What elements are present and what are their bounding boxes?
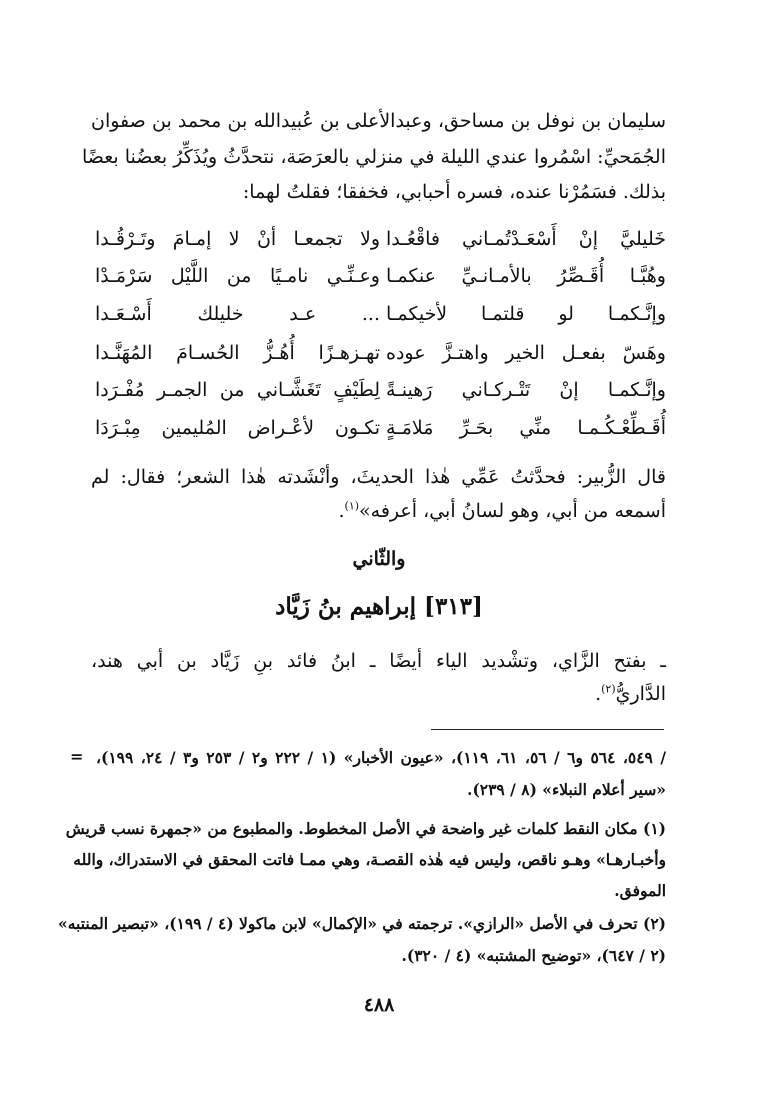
entry-line-1: ـ بفتح الزَّاي، وتشْديد الياء أيضًا ـ ابنُ فائد بنِ زَيَّاد بن أبي هند، [91,650,666,672]
after-poem-line-2-text: أسمعه من أبي، وهو لسانُ أبي، أعرفه» [359,500,666,522]
poem-verse-3-ajz: ... عـد خليلك أَسْـعَـدا [95,303,380,325]
footnote-1-line-2: وأخبـارهـا» وهـو ناقص، وليس فيه هٰذه القصـة، وهي ممـا فاتت المحقق في الاستدراك، والله [73,850,666,869]
poem-verse-6-ajz: تكـون لأعْـراض المُليمين مِبْـرَدَا [95,417,380,439]
after-poem-line-2-end: . [338,500,345,522]
entry-title: [٣١٣] إبراهيم بنُ زَيَّاد [275,593,483,620]
footnote-1-line-3: الموفق. [614,881,666,900]
body-line-2: الجُمَحيِّ: اسْمُروا عندي الليلة في منزلي بالعرَصَة، نتحدَّثُ ويُذَكِّرُ بعضُنا بعضًا [81,146,666,168]
poem-verse-3-sadr: وإنَّـكمـا لو قلتمـا لأخيكمـا [386,303,666,325]
entry-line-2 [91,679,666,709]
poem-verse-2-ajz: وعـنِّـي نامـيًا من اللَّيْل سَرْمَـدْا [95,265,380,287]
poem-verse-4-sadr: وهَسّ بفعـل الخير واهتـزَّ عوده [386,342,666,364]
footnote-continuation-marker: = [70,747,84,766]
page-number: ٤٨٨ [363,994,395,1016]
entry-line-2-end: . [595,683,602,705]
body-line-1: سليمان بن نوفل بن مساحق، وعبدالأعلى بن عُبيدالله بن محمد بن صفوان [91,110,666,132]
poem-verse-4-ajz: تهـزهـزًا أُهُـزُّ الحُسـامَ المُهَنَّـدا [95,342,380,364]
footnote-2-line-2: (٢ / ٦٤٧)، «توضيح المشتبه» (٤ / ٣٢٠). [401,946,666,965]
footnote-cont-line-1: / ٥٤٩، ٥٦٤ و٦ / ٥٦، ٦١، ١١٩)، «عيون الأخبار» (١ / ٢٢٢ و٢ / ٢٥٣ و٣ / ٢٤، ١٩٩)، [96,748,666,767]
entry-line-2-text: الدَّاريُّ [615,683,666,705]
footnote-ref-1: (١) [344,499,360,513]
poem-verse-6-sadr: أُقَـطِّعْـكُـمـا منِّي بحَـرِّ مَلامَـةٍ [386,417,666,439]
poem-verse-5-sadr: وإنَّـكمـا إنْ تَتْـركـاني رَهينـةً [386,379,666,401]
poem-verse-5-ajz: لِطَيْفٍ تَغَشَّـاني من الجمـر مُفْـرَدا [95,379,380,401]
footnote-2-line-1: (٢) تحرف في الأصل «الرازي». ترجمته في «الإكمال» لابن ماكولا (٤ / ١٩٩)، «تبصير المنتبه» [58,914,666,933]
poem-verse-1-sadr: خَليليَّ إنْ أَسْعَـدْتُمـاني فاقْعُـدا [386,228,666,250]
body-line-3: بذلك. فسَمُرْنا عنده، فسره أحبابي، فخفقا؛ فقلتُ لهما: [242,181,666,203]
poem-verse-2-sadr: وهُبَّـا أُقَـصِّرُ بالأمـانـيِّ عنكمـا [386,265,666,287]
poem-verse-1-ajz: ولا تجمعـا أنْ لا إمـامَ وتَـرْقُـدا [95,228,380,250]
after-poem-line-2 [91,496,666,526]
footnote-separator [431,729,664,730]
footnote-1-line-1: (١) مكان النقط كلمات غير واضحة في الأصل المخطوط. والمطبوع من «جمهرة نسب قريش [65,819,666,838]
after-poem-line-1: قال الزُّبير: فحدَّثتُ عَمِّي هٰذا الحديثَ، وأنْشَدته هٰذا الشعر؛ فقال: لم [91,466,666,488]
footnote-ref-2: (٢) [601,682,616,696]
section-label: والثّاني [352,548,406,570]
footnote-cont-line-2: «سير أعلام النبلاء» (٨ / ٢٣٩). [467,780,666,799]
